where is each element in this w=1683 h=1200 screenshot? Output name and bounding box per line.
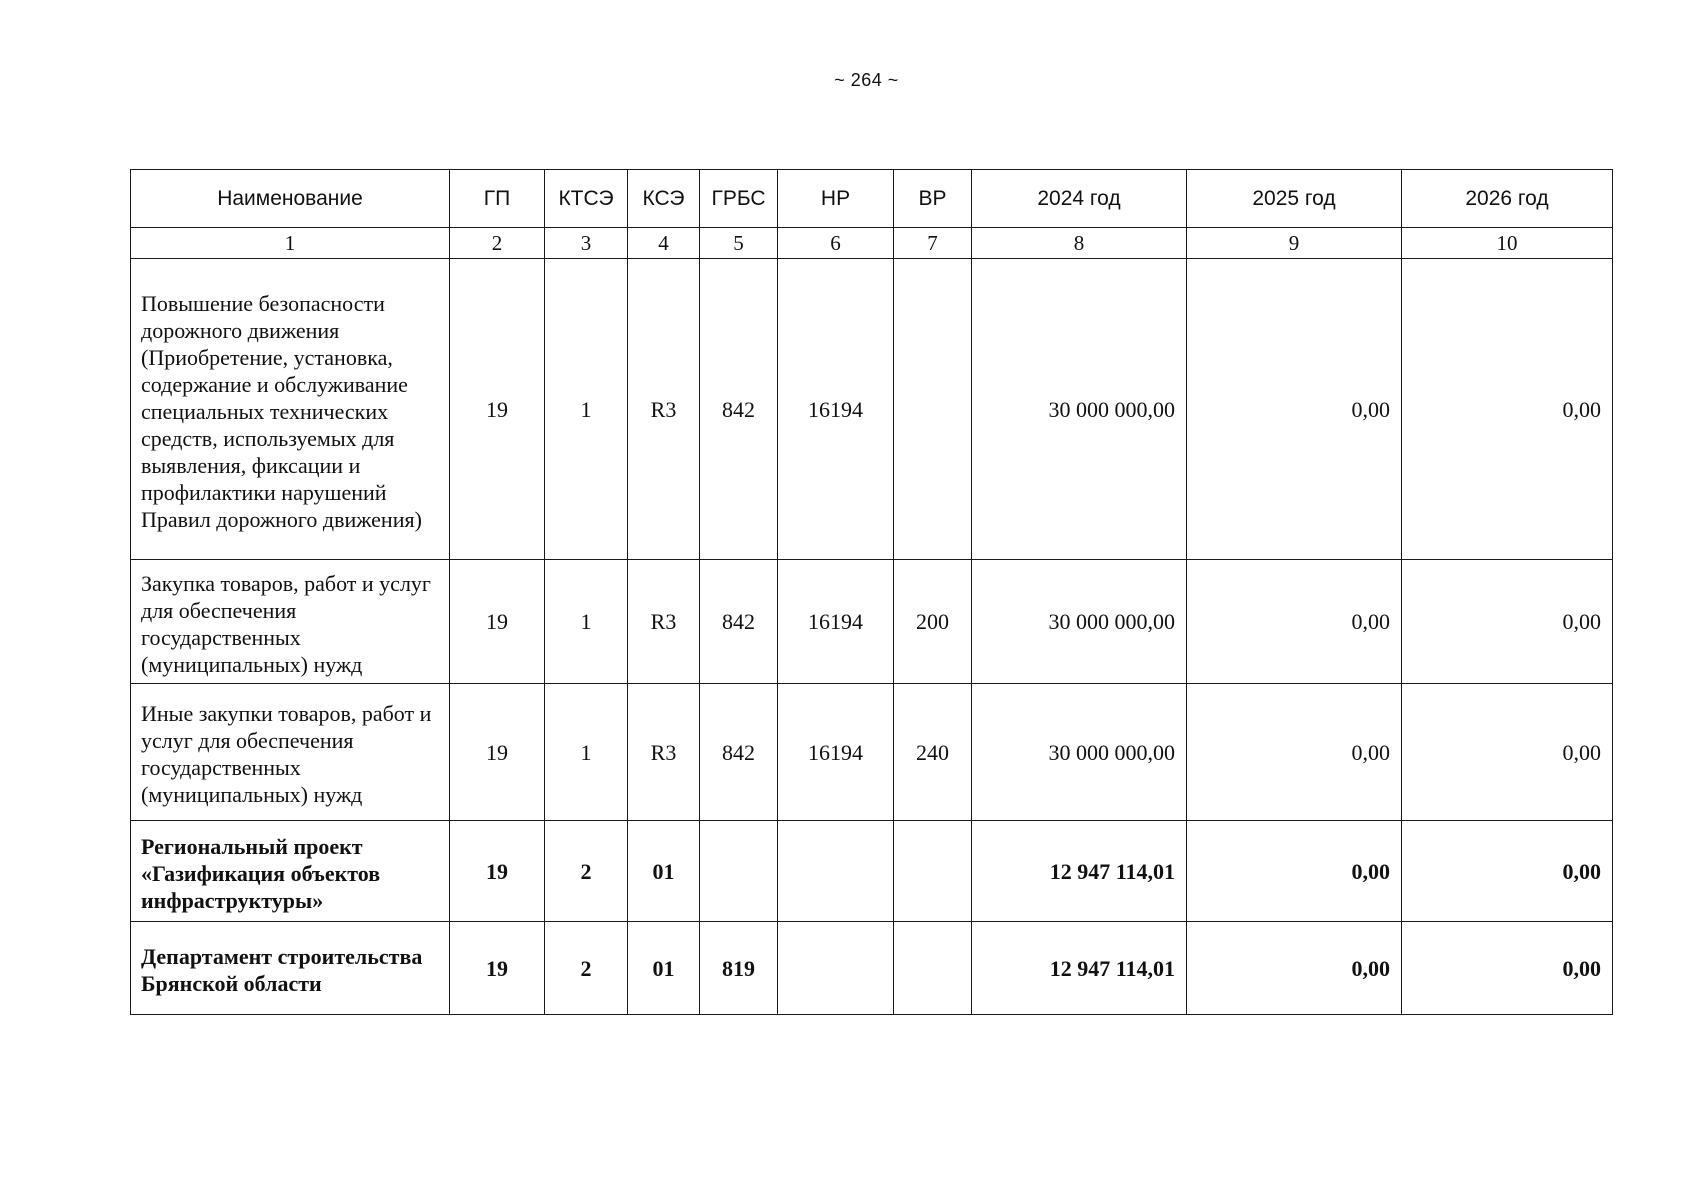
table-row [131, 560, 1613, 684]
header-grbs: ГРБС [700, 170, 778, 228]
column-number: 4 [628, 228, 700, 259]
header-gp: ГП [450, 170, 545, 228]
column-number: 7 [894, 228, 972, 259]
table-row [131, 684, 1613, 821]
cell-2025: 0,00 [1187, 259, 1402, 560]
cell-grbs: 819 [700, 922, 778, 1015]
cell-2024: 12 947 114,01 [972, 821, 1187, 922]
cell-2026: 0,00 [1402, 821, 1613, 922]
header-2025: 2025 год [1187, 170, 1402, 228]
row-name: Иные закупки товаров, работ и услуг для обеспечения государственных (муниципальных) нужд [131, 684, 450, 821]
cell-kse: R3 [628, 684, 700, 821]
cell-2024: 30 000 000,00 [972, 560, 1187, 684]
cell-vr: 240 [894, 684, 972, 821]
cell-gp: 19 [450, 560, 545, 684]
cell-2025: 0,00 [1187, 821, 1402, 922]
column-number: 3 [545, 228, 628, 259]
row-name: Департамент строительства Брянской области [131, 922, 450, 1015]
cell-ktse: 2 [545, 821, 628, 922]
cell-2025: 0,00 [1187, 922, 1402, 1015]
row-name: Повышение безопасности дорожного движения (Приобретение, установка, содержание и обслуживание специальных технических средств, используемых для выявления, фиксации и профилактики нарушений Правил дорожного движения) [131, 259, 450, 560]
cell-2025: 0,00 [1187, 560, 1402, 684]
header-2024: 2024 год [972, 170, 1187, 228]
cell-2024: 30 000 000,00 [972, 259, 1187, 560]
cell-vr [894, 821, 972, 922]
table-row [131, 259, 1613, 560]
cell-ktse: 1 [545, 259, 628, 560]
cell-grbs: 842 [700, 684, 778, 821]
header-vr: ВР [894, 170, 972, 228]
cell-2025: 0,00 [1187, 684, 1402, 821]
column-number: 9 [1187, 228, 1402, 259]
cell-vr [894, 922, 972, 1015]
column-number: 5 [700, 228, 778, 259]
column-number: 10 [1402, 228, 1613, 259]
cell-grbs: 842 [700, 560, 778, 684]
cell-nr [778, 922, 894, 1015]
column-number: 1 [131, 228, 450, 259]
cell-nr: 16194 [778, 560, 894, 684]
cell-gp: 19 [450, 684, 545, 821]
cell-kse: 01 [628, 922, 700, 1015]
cell-grbs: 842 [700, 259, 778, 560]
cell-2026: 0,00 [1402, 684, 1613, 821]
cell-2024: 12 947 114,01 [972, 922, 1187, 1015]
header-ktse: КТСЭ [545, 170, 628, 228]
cell-kse: R3 [628, 259, 700, 560]
column-number-row [131, 228, 1613, 259]
cell-vr: 200 [894, 560, 972, 684]
cell-kse: R3 [628, 560, 700, 684]
cell-gp: 19 [450, 821, 545, 922]
column-number: 8 [972, 228, 1187, 259]
cell-kse: 01 [628, 821, 700, 922]
cell-nr: 16194 [778, 684, 894, 821]
table-header-row [131, 170, 1613, 228]
cell-2026: 0,00 [1402, 560, 1613, 684]
cell-ktse: 1 [545, 560, 628, 684]
header-name: Наименование [131, 170, 450, 228]
column-number: 6 [778, 228, 894, 259]
column-number: 2 [450, 228, 545, 259]
cell-nr: 16194 [778, 259, 894, 560]
table-row [131, 821, 1613, 922]
page-number: ~ 264 ~ [834, 70, 899, 90]
cell-gp: 19 [450, 259, 545, 560]
cell-ktse: 1 [545, 684, 628, 821]
cell-vr [894, 259, 972, 560]
header-2026: 2026 год [1402, 170, 1613, 228]
cell-2026: 0,00 [1402, 922, 1613, 1015]
cell-2024: 30 000 000,00 [972, 684, 1187, 821]
row-name: Региональный проект «Газификация объектов инфраструктуры» [131, 821, 450, 922]
cell-grbs [700, 821, 778, 922]
header-kse: КСЭ [628, 170, 700, 228]
cell-2026: 0,00 [1402, 259, 1613, 560]
row-name: Закупка товаров, работ и услуг для обеспечения государственных (муниципальных) нужд [131, 560, 450, 684]
cell-nr [778, 821, 894, 922]
cell-gp: 19 [450, 922, 545, 1015]
cell-ktse: 2 [545, 922, 628, 1015]
budget-table [130, 169, 1613, 1015]
table-row [131, 922, 1613, 1015]
header-nr: НР [778, 170, 894, 228]
